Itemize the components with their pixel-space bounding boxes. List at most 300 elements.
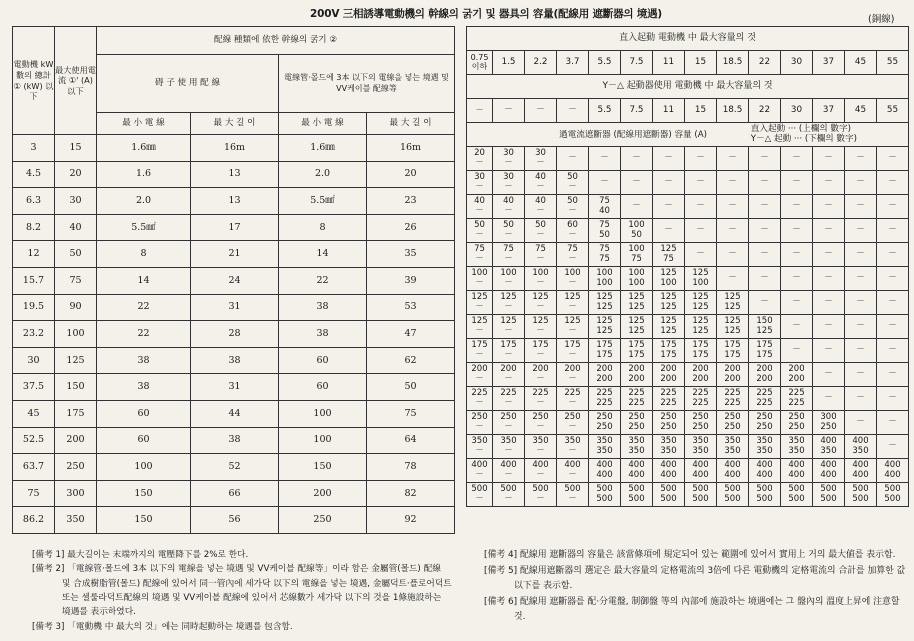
table-cell: 24 — [191, 267, 279, 294]
breaker-direct-value: － — [888, 200, 897, 211]
breaker-cell — [749, 339, 781, 363]
breaker-cell — [877, 219, 909, 243]
breaker-yd-value: － — [504, 397, 513, 408]
breaker-cell — [845, 219, 877, 243]
breaker-cell — [653, 363, 685, 387]
breaker-yd-value: 250 — [660, 421, 677, 432]
breaker-cell — [493, 291, 525, 315]
table-cell: 1.6㎜ — [97, 135, 191, 162]
table-cell: 16m — [191, 135, 279, 162]
table-cell: 5.5㎟ — [97, 214, 191, 241]
breaker-cell — [589, 171, 621, 195]
breaker-direct-value: 75 — [599, 220, 610, 231]
breaker-cell — [877, 363, 909, 387]
breaker-direct-value: 200 — [628, 364, 645, 375]
breaker-direct-value: 200 — [692, 364, 709, 375]
breaker-yd-value: 200 — [660, 373, 677, 384]
breaker-cell — [813, 339, 845, 363]
breaker-direct-value: 30 — [503, 172, 514, 183]
breaker-cell — [813, 219, 845, 243]
breaker-direct-value: 300 — [820, 412, 837, 423]
breaker-cell — [621, 267, 653, 291]
breaker-direct-value: 350 — [532, 436, 549, 447]
breaker-yd-value: 125 — [692, 301, 709, 312]
breaker-yd-value: 200 — [596, 373, 613, 384]
table-cell: 22 — [97, 294, 191, 321]
breaker-cell — [525, 195, 557, 219]
table-cell: 16m — [367, 135, 455, 162]
breaker-cell — [557, 483, 589, 507]
breaker-cell — [685, 291, 717, 315]
breaker-direct-value: 400 — [820, 460, 837, 471]
breaker-cell — [493, 411, 525, 435]
breaker-yd-value: 400 — [596, 469, 613, 480]
breaker-cell — [493, 315, 525, 339]
breaker-yd-value: － — [504, 325, 513, 336]
table-cell: 38 — [97, 374, 191, 401]
breaker-direct-value: 250 — [532, 412, 549, 423]
breaker-direct-value: 175 — [471, 340, 488, 351]
breaker-cell — [877, 435, 909, 459]
breaker-direct-value: 200 — [724, 364, 741, 375]
breaker-cell — [813, 387, 845, 411]
breaker-yd-value: 350 — [788, 445, 805, 456]
table-cell: 31 — [191, 374, 279, 401]
left-table — [12, 26, 455, 534]
breaker-cell — [621, 315, 653, 339]
breaker-cell — [493, 171, 525, 195]
breaker-direct-value: － — [792, 272, 801, 283]
breaker-cell — [621, 363, 653, 387]
breaker-yd-value: － — [475, 253, 484, 264]
breaker-cell — [525, 363, 557, 387]
table-cell: 50 — [367, 374, 455, 401]
breaker-cell — [877, 339, 909, 363]
breaker-cell — [621, 195, 653, 219]
breaker-direct-value: － — [632, 200, 641, 211]
table-cell: 6.3 — [13, 188, 55, 215]
breaker-direct-value: 125 — [724, 292, 741, 303]
breaker-direct-value: 40 — [535, 172, 546, 183]
capacity-cell: － — [467, 99, 493, 123]
breaker-direct-value: － — [760, 176, 769, 187]
table-row — [467, 411, 909, 435]
breaker-yd-value: 400 — [788, 469, 805, 480]
max-length-header: 最 大 길 이 — [191, 113, 279, 135]
breaker-direct-value: 50 — [474, 220, 485, 231]
table-cell: 35 — [367, 241, 455, 268]
breaker-cell — [493, 363, 525, 387]
breaker-direct-value: － — [888, 176, 897, 187]
table-cell: 22 — [279, 267, 367, 294]
breaker-yd-value: － — [536, 421, 545, 432]
breaker-cell — [781, 483, 813, 507]
breaker-cell — [557, 291, 589, 315]
table-row — [13, 188, 455, 215]
breaker-cell — [685, 171, 717, 195]
breaker-yd-value: － — [568, 277, 577, 288]
breaker-direct-value: － — [728, 224, 737, 235]
table-row — [467, 435, 909, 459]
table-cell: 150 — [97, 507, 191, 534]
breaker-cell — [717, 219, 749, 243]
breaker-cell — [781, 147, 813, 171]
breaker-cell — [653, 291, 685, 315]
breaker-cell — [781, 195, 813, 219]
breaker-yd-value: 200 — [724, 373, 741, 384]
table-cell: 39 — [367, 267, 455, 294]
table-cell: 47 — [367, 321, 455, 348]
table-cell: 3 — [13, 135, 55, 162]
capacity-cell: 45 — [845, 99, 877, 123]
breaker-cell — [621, 435, 653, 459]
breaker-direct-value: 500 — [820, 484, 837, 495]
breaker-cell — [525, 411, 557, 435]
breaker-cell — [493, 195, 525, 219]
wire-group-header: 配線 種類에 依한 幹線의 굵기 ② — [97, 27, 455, 55]
breaker-direct-value: 400 — [788, 460, 805, 471]
breaker-yd-value: 225 — [596, 397, 613, 408]
breaker-cell — [493, 147, 525, 171]
breaker-cell — [813, 363, 845, 387]
table-cell: 22 — [97, 321, 191, 348]
breaker-yd-value: － — [504, 469, 513, 480]
breaker-direct-value: 350 — [500, 436, 517, 447]
breaker-yd-value: － — [475, 445, 484, 456]
table-cell: 37.5 — [13, 374, 55, 401]
breaker-direct-value: 225 — [692, 388, 709, 399]
breaker-cell — [781, 243, 813, 267]
breaker-cell — [467, 387, 493, 411]
breaker-cell — [845, 243, 877, 267]
breaker-direct-value: 350 — [724, 436, 741, 447]
breaker-cell — [589, 243, 621, 267]
table-row — [13, 347, 455, 374]
breaker-direct-value: － — [760, 272, 769, 283]
breaker-cell — [467, 291, 493, 315]
table-cell: 30 — [13, 347, 55, 374]
breaker-yd-value: 200 — [692, 373, 709, 384]
breaker-cell — [589, 435, 621, 459]
breaker-yd-value: － — [504, 205, 513, 216]
breaker-direct-value: 400 — [564, 460, 581, 471]
breaker-cell — [877, 267, 909, 291]
table-row — [13, 480, 455, 507]
breaker-cell — [621, 243, 653, 267]
breaker-cell — [845, 195, 877, 219]
breaker-yd-value: － — [475, 493, 484, 504]
breaker-direct-value: 225 — [756, 388, 773, 399]
table-cell: 28 — [191, 321, 279, 348]
breaker-direct-value: － — [856, 392, 865, 403]
table-cell: 60 — [279, 347, 367, 374]
breaker-cell — [525, 315, 557, 339]
breaker-cell — [877, 291, 909, 315]
breaker-cell — [685, 363, 717, 387]
breaker-cell — [685, 267, 717, 291]
breaker-yd-value: － — [536, 373, 545, 384]
breaker-cell — [621, 459, 653, 483]
table-row — [467, 171, 909, 195]
breaker-cell — [749, 315, 781, 339]
breaker-cell — [845, 363, 877, 387]
breaker-direct-value: 100 — [628, 244, 645, 255]
unit-note: (銅線) — [868, 14, 895, 25]
breaker-yd-value: 175 — [724, 349, 741, 360]
breaker-direct-value: － — [888, 296, 897, 307]
breaker-cell — [621, 291, 653, 315]
breaker-direct-value: － — [632, 176, 641, 187]
breaker-direct-value: 75 — [503, 244, 514, 255]
table-cell: 13 — [191, 161, 279, 188]
breaker-yd-value: － — [536, 253, 545, 264]
breaker-cell — [717, 147, 749, 171]
breaker-cell — [653, 219, 685, 243]
breaker-yd-value: 225 — [724, 397, 741, 408]
breaker-cell — [813, 171, 845, 195]
breaker-direct-value: 250 — [756, 412, 773, 423]
breaker-cell — [749, 411, 781, 435]
breaker-cell — [717, 459, 749, 483]
breaker-yd-value: 175 — [596, 349, 613, 360]
breaker-direct-value: 125 — [500, 316, 517, 327]
breaker-cell — [525, 387, 557, 411]
breaker-direct-value: 350 — [596, 436, 613, 447]
breaker-yd-value: 250 — [596, 421, 613, 432]
table-cell: 40 — [55, 214, 97, 241]
breaker-cell — [749, 219, 781, 243]
table-cell: 75 — [367, 400, 455, 427]
table-cell: 52 — [191, 454, 279, 481]
breaker-cell — [877, 315, 909, 339]
breaker-yd-value: － — [504, 253, 513, 264]
breaker-cell — [467, 171, 493, 195]
table-cell: 5.5㎟ — [279, 188, 367, 215]
breaker-direct-value: 500 — [596, 484, 613, 495]
breaker-cell — [525, 219, 557, 243]
breaker-cell — [845, 171, 877, 195]
capacity-cell: 30 — [781, 99, 813, 123]
breaker-direct-value: 400 — [724, 460, 741, 471]
table-cell: 66 — [191, 480, 279, 507]
table-cell: 53 — [367, 294, 455, 321]
breaker-cell — [525, 147, 557, 171]
breaker-yd-value: 250 — [692, 421, 709, 432]
breaker-direct-value: － — [856, 320, 865, 331]
breaker-direct-value: 200 — [596, 364, 613, 375]
breaker-yd-value: － — [475, 469, 484, 480]
breaker-yd-value: 125 — [692, 325, 709, 336]
breaker-direct-value: 20 — [474, 148, 485, 159]
breaker-direct-value: 40 — [535, 196, 546, 207]
capacity-cell: 22 — [749, 99, 781, 123]
capacity-cell: － — [493, 99, 525, 123]
table-cell: 75 — [55, 267, 97, 294]
breaker-cell — [845, 147, 877, 171]
table-row — [467, 363, 909, 387]
breaker-direct-value: － — [856, 200, 865, 211]
breaker-yd-value: 125 — [660, 301, 677, 312]
breaker-yd-value: － — [536, 301, 545, 312]
breaker-cell — [525, 483, 557, 507]
breaker-yd-value: 500 — [820, 493, 837, 504]
breaker-cell — [557, 411, 589, 435]
breaker-direct-value: 500 — [564, 484, 581, 495]
breaker-cell — [621, 171, 653, 195]
breaker-direct-value: 225 — [788, 388, 805, 399]
breaker-yd-value: 100 — [628, 277, 645, 288]
breaker-yd-value: 225 — [628, 397, 645, 408]
breaker-direct-value: － — [728, 152, 737, 163]
breaker-direct-value: － — [856, 344, 865, 355]
table-cell: 150 — [279, 454, 367, 481]
breaker-yd-value: 75 — [631, 253, 642, 264]
breaker-direct-value: 100 — [471, 268, 488, 279]
breaker-direct-value: 250 — [564, 412, 581, 423]
breaker-cell — [717, 387, 749, 411]
breaker-yd-value: 400 — [756, 469, 773, 480]
breaker-direct-value: 250 — [788, 412, 805, 423]
breaker-direct-value: 400 — [692, 460, 709, 471]
breaker-cell — [621, 219, 653, 243]
breaker-label: 過電流遮斷器 (配線用遮斷器) 容量 (A) — [559, 130, 707, 140]
breaker-direct-value: － — [792, 152, 801, 163]
breaker-direct-value: 500 — [884, 484, 901, 495]
breaker-cell — [493, 483, 525, 507]
breaker-cell — [749, 195, 781, 219]
breaker-yd-value: － — [475, 421, 484, 432]
breaker-yd-value: － — [536, 349, 545, 360]
breaker-cell — [845, 339, 877, 363]
direct-caps-row — [467, 51, 909, 75]
breaker-direct-value: 400 — [628, 460, 645, 471]
breaker-direct-value: 500 — [852, 484, 869, 495]
breaker-yd-value: 350 — [628, 445, 645, 456]
breaker-direct-value: 225 — [500, 388, 517, 399]
breaker-cell — [749, 171, 781, 195]
table-row — [13, 135, 455, 162]
breaker-yd-value: － — [504, 373, 513, 384]
table-cell: 75 — [13, 480, 55, 507]
table-cell: 4.5 — [13, 161, 55, 188]
breaker-cell — [653, 411, 685, 435]
breaker-yd-value: 50 — [631, 229, 642, 240]
breaker-cell — [525, 459, 557, 483]
capacity-cell: 18.5 — [717, 51, 749, 75]
breaker-yd-value: － — [504, 157, 513, 168]
breaker-cell — [589, 363, 621, 387]
breaker-cell — [845, 435, 877, 459]
breaker-cell — [467, 483, 493, 507]
breaker-yd-value: 500 — [852, 493, 869, 504]
breaker-cell — [467, 339, 493, 363]
table-cell: 100 — [97, 454, 191, 481]
breaker-direct-value: 350 — [692, 436, 709, 447]
capacity-cell: 7.5 — [621, 99, 653, 123]
breaker-cell — [493, 435, 525, 459]
breaker-cell — [877, 243, 909, 267]
conduit-wiring-header: 電線管·몰드에 3本 以下의 電線을 넣는 境遇 및 VV케이블 配線等 — [279, 55, 455, 113]
breaker-yd-value: － — [568, 445, 577, 456]
breaker-direct-value: － — [728, 272, 737, 283]
breaker-yd-value: 125 — [596, 301, 613, 312]
breaker-cell — [781, 459, 813, 483]
breaker-direct-value: 500 — [724, 484, 741, 495]
table-cell: 2.0 — [279, 161, 367, 188]
breaker-direct-value: － — [824, 152, 833, 163]
breaker-direct-value: － — [888, 344, 897, 355]
table-cell: 50 — [55, 241, 97, 268]
breaker-yd-value: － — [475, 325, 484, 336]
table-cell: 21 — [191, 241, 279, 268]
breaker-yd-value: 175 — [756, 349, 773, 360]
breaker-direct-value: － — [568, 152, 577, 163]
breaker-yd-value: 40 — [599, 205, 610, 216]
breaker-direct-value: 200 — [756, 364, 773, 375]
table-cell: 14 — [97, 267, 191, 294]
breaker-direct-value: 75 — [599, 244, 610, 255]
breaker-direct-value: － — [824, 224, 833, 235]
breaker-direct-value: 50 — [503, 220, 514, 231]
breaker-direct-value: － — [728, 176, 737, 187]
breaker-direct-value: 125 — [532, 292, 549, 303]
breaker-yd-value: 400 — [724, 469, 741, 480]
breaker-yd-value: － — [475, 349, 484, 360]
note-6: [備考 6] 配線用 遮斷器를 配·分電盤, 制御盤 等의 內部에 施設하는 境遇에는 그 盤內의 溫度上昇에 注意할 것. — [484, 596, 900, 623]
breaker-cell — [589, 459, 621, 483]
breaker-cell — [653, 195, 685, 219]
breaker-yd-value: － — [475, 301, 484, 312]
breaker-direct-value: 250 — [724, 412, 741, 423]
breaker-cell — [557, 171, 589, 195]
breaker-cell — [781, 267, 813, 291]
breaker-yd-value: － — [536, 397, 545, 408]
breaker-yd-value: 500 — [724, 493, 741, 504]
breaker-direct-value: － — [696, 200, 705, 211]
breaker-yd-value: 500 — [596, 493, 613, 504]
breaker-cell — [525, 267, 557, 291]
breaker-direct-value: 175 — [532, 340, 549, 351]
breaker-direct-value: 125 — [660, 268, 677, 279]
breaker-cell — [525, 339, 557, 363]
table-cell: 1.6 — [97, 161, 191, 188]
table-cell: 92 — [367, 507, 455, 534]
breaker-cell — [749, 363, 781, 387]
breaker-yd-value: 350 — [852, 445, 869, 456]
breaker-direct-value: 50 — [567, 172, 578, 183]
breaker-yd-value: 100 — [692, 277, 709, 288]
breaker-yd-value: 200 — [756, 373, 773, 384]
breaker-cell — [877, 195, 909, 219]
breaker-cell — [877, 171, 909, 195]
breaker-cell — [467, 195, 493, 219]
table-cell: 26 — [367, 214, 455, 241]
table-cell: 23.2 — [13, 321, 55, 348]
breaker-cell — [653, 387, 685, 411]
breaker-cell — [557, 243, 589, 267]
table-row — [13, 267, 455, 294]
table-cell: 14 — [279, 241, 367, 268]
breaker-direct-value: 50 — [567, 196, 578, 207]
table-cell: 17 — [191, 214, 279, 241]
breaker-yd-value: 175 — [628, 349, 645, 360]
breaker-yd-value: 100 — [596, 277, 613, 288]
breaker-direct-value: 225 — [596, 388, 613, 399]
breaker-direct-value: － — [664, 200, 673, 211]
breaker-direct-value: － — [824, 296, 833, 307]
table-cell: 300 — [55, 480, 97, 507]
breaker-cell — [749, 147, 781, 171]
